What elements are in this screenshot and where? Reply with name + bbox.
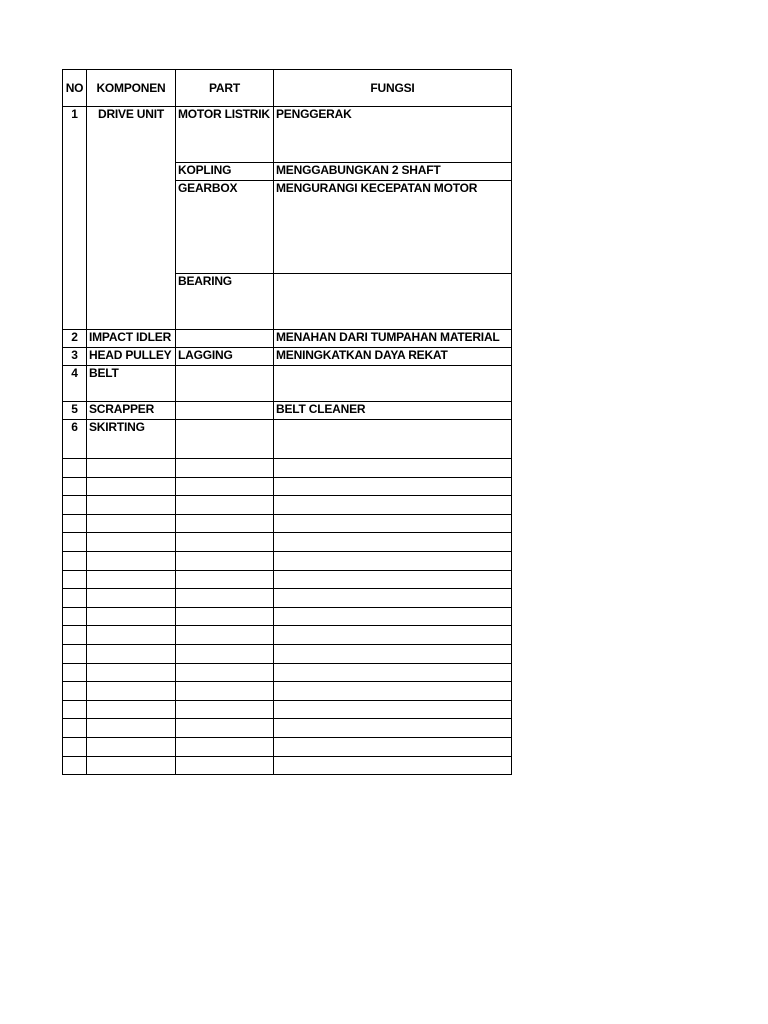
cell-part xyxy=(176,420,274,459)
empty-cell xyxy=(63,737,87,756)
empty-cell xyxy=(176,700,274,719)
cell-no: 5 xyxy=(63,402,87,420)
empty-cell xyxy=(87,626,176,645)
component-table xyxy=(62,69,512,775)
empty-cell xyxy=(63,626,87,645)
table-row xyxy=(63,366,512,402)
cell-komponen: IMPACT IDLER xyxy=(87,330,176,348)
empty-table-row xyxy=(63,607,512,626)
empty-cell xyxy=(87,700,176,719)
empty-table-row xyxy=(63,551,512,570)
empty-cell xyxy=(176,644,274,663)
table-row xyxy=(63,402,512,420)
empty-cell xyxy=(176,607,274,626)
empty-table-row xyxy=(63,514,512,533)
cell-part: BEARING xyxy=(176,274,274,330)
empty-cell xyxy=(87,589,176,608)
cell-part xyxy=(176,402,274,420)
empty-cell xyxy=(87,756,176,775)
empty-cell xyxy=(176,589,274,608)
empty-cell xyxy=(63,570,87,589)
table-row xyxy=(63,348,512,366)
empty-cell xyxy=(274,682,512,701)
empty-cell xyxy=(176,570,274,589)
cell-fungsi xyxy=(274,366,512,402)
empty-cell xyxy=(274,477,512,496)
empty-cell xyxy=(176,533,274,552)
cell-part xyxy=(176,366,274,402)
cell-part xyxy=(176,330,274,348)
empty-cell xyxy=(176,496,274,515)
empty-table-row xyxy=(63,570,512,589)
empty-cell xyxy=(87,570,176,589)
empty-cell xyxy=(274,607,512,626)
cell-fungsi: MENGURANGI KECEPATAN MOTOR xyxy=(274,181,512,274)
header-part: PART xyxy=(176,70,274,107)
header-komponen: KOMPONEN xyxy=(87,70,176,107)
empty-cell xyxy=(176,663,274,682)
empty-cell xyxy=(274,719,512,738)
cell-no: 6 xyxy=(63,420,87,459)
empty-cell xyxy=(274,663,512,682)
empty-table-row xyxy=(63,477,512,496)
empty-cell xyxy=(176,514,274,533)
empty-cell xyxy=(87,477,176,496)
empty-cell xyxy=(274,737,512,756)
empty-cell xyxy=(63,682,87,701)
cell-part: LAGGING xyxy=(176,348,274,366)
cell-fungsi: PENGGERAK xyxy=(274,107,512,163)
cell-fungsi xyxy=(274,420,512,459)
cell-fungsi: MENINGKATKAN DAYA REKAT xyxy=(274,348,512,366)
empty-cell xyxy=(63,533,87,552)
empty-cell xyxy=(63,719,87,738)
cell-no: 3 xyxy=(63,348,87,366)
empty-table-row xyxy=(63,589,512,608)
empty-cell xyxy=(87,514,176,533)
cell-fungsi: BELT CLEANER xyxy=(274,402,512,420)
empty-cell xyxy=(87,551,176,570)
empty-cell xyxy=(87,682,176,701)
empty-cell xyxy=(63,551,87,570)
empty-cell xyxy=(63,514,87,533)
empty-cell xyxy=(63,607,87,626)
empty-table-row xyxy=(63,700,512,719)
empty-cell xyxy=(274,570,512,589)
empty-cell xyxy=(87,533,176,552)
cell-no: 2 xyxy=(63,330,87,348)
empty-cell xyxy=(87,663,176,682)
empty-cell xyxy=(176,459,274,478)
empty-cell xyxy=(87,719,176,738)
cell-fungsi: MENGGABUNGKAN 2 SHAFT xyxy=(274,163,512,181)
cell-komponen: DRIVE UNIT xyxy=(87,107,176,330)
empty-cell xyxy=(87,459,176,478)
cell-fungsi xyxy=(274,274,512,330)
empty-table-row xyxy=(63,737,512,756)
empty-cell xyxy=(176,551,274,570)
empty-cell xyxy=(63,589,87,608)
empty-table-row xyxy=(63,719,512,738)
empty-cell xyxy=(274,551,512,570)
empty-table-row xyxy=(63,626,512,645)
table-row xyxy=(63,420,512,459)
empty-table-row xyxy=(63,663,512,682)
empty-cell xyxy=(87,607,176,626)
empty-cell xyxy=(63,756,87,775)
empty-cell xyxy=(63,700,87,719)
empty-cell xyxy=(63,663,87,682)
empty-cell xyxy=(274,514,512,533)
empty-cell xyxy=(274,700,512,719)
empty-cell xyxy=(176,626,274,645)
header-no: NO xyxy=(63,70,87,107)
empty-cell xyxy=(87,737,176,756)
header-fungsi: FUNGSI xyxy=(274,70,512,107)
cell-komponen: SKIRTING xyxy=(87,420,176,459)
empty-cell xyxy=(274,533,512,552)
empty-cell xyxy=(176,737,274,756)
empty-cell xyxy=(274,496,512,515)
cell-no: 4 xyxy=(63,366,87,402)
empty-cell xyxy=(63,459,87,478)
empty-table-row xyxy=(63,682,512,701)
cell-komponen: SCRAPPER xyxy=(87,402,176,420)
table-row xyxy=(63,107,512,163)
empty-table-row xyxy=(63,459,512,478)
empty-cell xyxy=(274,626,512,645)
empty-cell xyxy=(63,496,87,515)
cell-komponen: BELT xyxy=(87,366,176,402)
empty-cell xyxy=(176,719,274,738)
cell-komponen: HEAD PULLEY xyxy=(87,348,176,366)
empty-rows xyxy=(63,459,512,775)
empty-cell xyxy=(274,756,512,775)
cell-no: 1 xyxy=(63,107,87,330)
empty-cell xyxy=(63,644,87,663)
empty-table-row xyxy=(63,644,512,663)
cell-part: GEARBOX xyxy=(176,181,274,274)
empty-cell xyxy=(274,589,512,608)
empty-cell xyxy=(176,682,274,701)
table-row xyxy=(63,330,512,348)
empty-cell xyxy=(176,477,274,496)
empty-cell xyxy=(87,644,176,663)
empty-table-row xyxy=(63,496,512,515)
empty-table-row xyxy=(63,756,512,775)
empty-cell xyxy=(63,477,87,496)
empty-table-row xyxy=(63,533,512,552)
cell-part: KOPLING xyxy=(176,163,274,181)
empty-cell xyxy=(274,644,512,663)
header-row xyxy=(63,70,512,107)
cell-fungsi: MENAHAN DARI TUMPAHAN MATERIAL xyxy=(274,330,512,348)
cell-part: MOTOR LISTRIK xyxy=(176,107,274,163)
empty-cell xyxy=(87,496,176,515)
empty-cell xyxy=(274,459,512,478)
empty-cell xyxy=(176,756,274,775)
